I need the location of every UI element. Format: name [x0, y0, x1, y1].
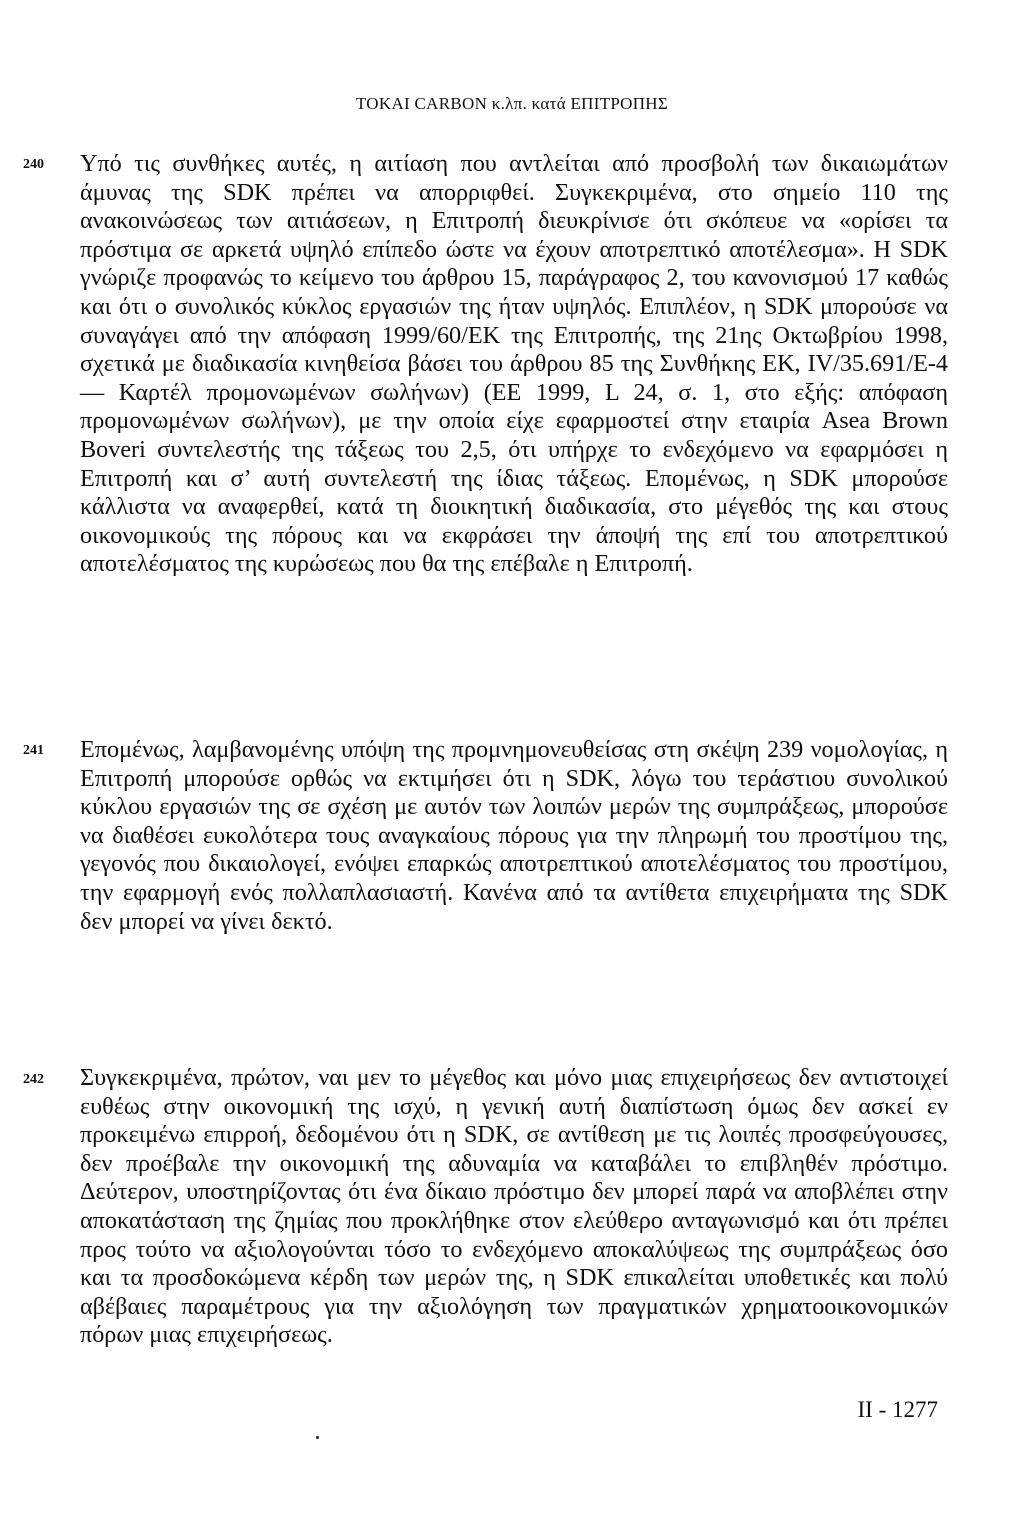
stray-mark — [316, 1436, 319, 1439]
page-number: II - 1277 — [857, 1397, 938, 1422]
paragraph-number: 240 — [23, 157, 44, 172]
paragraph-text: Συγκεκριμένα, πρώτον, ναι μεν το μέγεθος και μόνο μιας επιχειρήσεως δεν αντιστοιχεί ευθέως στην οικονομική της ισχύ, η γενική αυτή διαπίστωση όμως δεν ασκεί εν προκειμένω επιρροή, δεδομένου ότι η SDK, σε αντίθεση με τις λοιπές προσφεύγουσες, δεν προέβαλε την οικονομική της αδυναμία να καταβάλει το επιβληθέν πρόστιμο. Δεύτερον, υποστηρίζοντας ότι ένα δίκαιο πρόστιμο δεν μπορεί παρά να αποβλέπει στην αποκατάσταση της ζημίας που προκλήθηκε στον ελεύθερο ανταγωνισμό και ότι πρέπει προς τούτο να αξιολογούνται τόσο το ενδεχόμενο αποκαλύψεως της συμπράξεως όσο και τα προσδοκώμενα κέρδη των μερών της, η SDK επικαλείται υποθετικές και πολύ αβέβαιες παραμέτρους για την αξιολόγηση των πραγματικών χρηματοοικονομικών πόρων μιας επιχειρήσεως. — [80, 1064, 948, 1349]
paragraph-text: Υπό τις συνθήκες αυτές, η αιτίαση που αντλείται από προσβολή των δικαιωμάτων άμυνας της SDK πρέπει να απορριφθεί. Συγκεκριμένα, στο σημείο 110 της ανακοινώσεως των αιτιάσεων, η Επιτροπή διευκρίνισε ότι σκόπευε να «ορίσει τα πρόστιμα σε αρκετά υψηλό επίπεδο ώστε να έχουν αποτρεπτικό αποτέλεσμα». Η SDK γνώριζε προφανώς το κείμενο του άρθρου 15, παράγραφος 2, του κανονισμού 17 καθώς και ότι ο συνολικός κύκλος εργασιών της ήταν υψηλός. Επιπλέον, η SDK μπορούσε να συναγάγει από την απόφαση 1999/60/ΕΚ της Επιτροπής, της 21ης Οκτωβρίου 1998, σχετικά με διαδικασία κινηθείσα βάσει του άρθρου 85 της Συνθήκης ΕΚ, IV/35.691/Ε-4 — Καρτέλ προμονωμένων σωλήνων) (ΕΕ 1999, L 24, σ. 1, στο εξής: απόφαση προμονωμένων σωλήνων), με την οποία είχε εφαρμοστεί στην εταιρία Asea Brown Boveri συντελεστής της τάξεως του 2,5, ότι υπήρχε το ενδεχόμενο να εφαρμόσει η Επιτροπή και σ’ αυτή συντελεστή της ίδιας τάξεως. Επομένως, η SDK μπορούσε κάλλιστα να αναφερθεί, κατά τη διοικητική διαδικασία, στο μέγεθός της και στους οικονομικούς της πόρους και να εκφράσει την άποψή της επί του αποτρεπτικού αποτελέσματος της κυρώσεως που θα της επέβαλε η Επιτροπή. — [80, 150, 948, 578]
running-header: TOKAI CARBON κ.λπ. κατά ΕΠΙΤΡΟΠΗΣ — [355, 94, 669, 113]
paragraph-number: 242 — [23, 1072, 44, 1087]
paragraph-text: Επομένως, λαμβανομένης υπόψη της προμνημονευθείσας στη σκέψη 239 νομολογίας, η Επιτροπή μπορούσε ορθώς να εκτιμήσει ότι η SDK, λόγω του τεράστιου συνολικού κύκλου εργασιών της σε σχέση με αυτόν των λοιπών μερών της συμπράξεως, μπορούσε να διαθέσει ευκολότερα τους αναγκαίους πόρους για την πληρωμή του προστίμου της, γεγονός που δικαιολογεί, ενόψει επαρκώς αποτρεπτικού αποτελέσματος του προστίμου, την εφαρμογή ενός πολλαπλασιαστή. Κανένα από τα αντίθετα επιχειρήματα της SDK δεν μπορεί να γίνει δεκτό. — [80, 736, 948, 935]
paragraph-number: 241 — [23, 743, 44, 758]
